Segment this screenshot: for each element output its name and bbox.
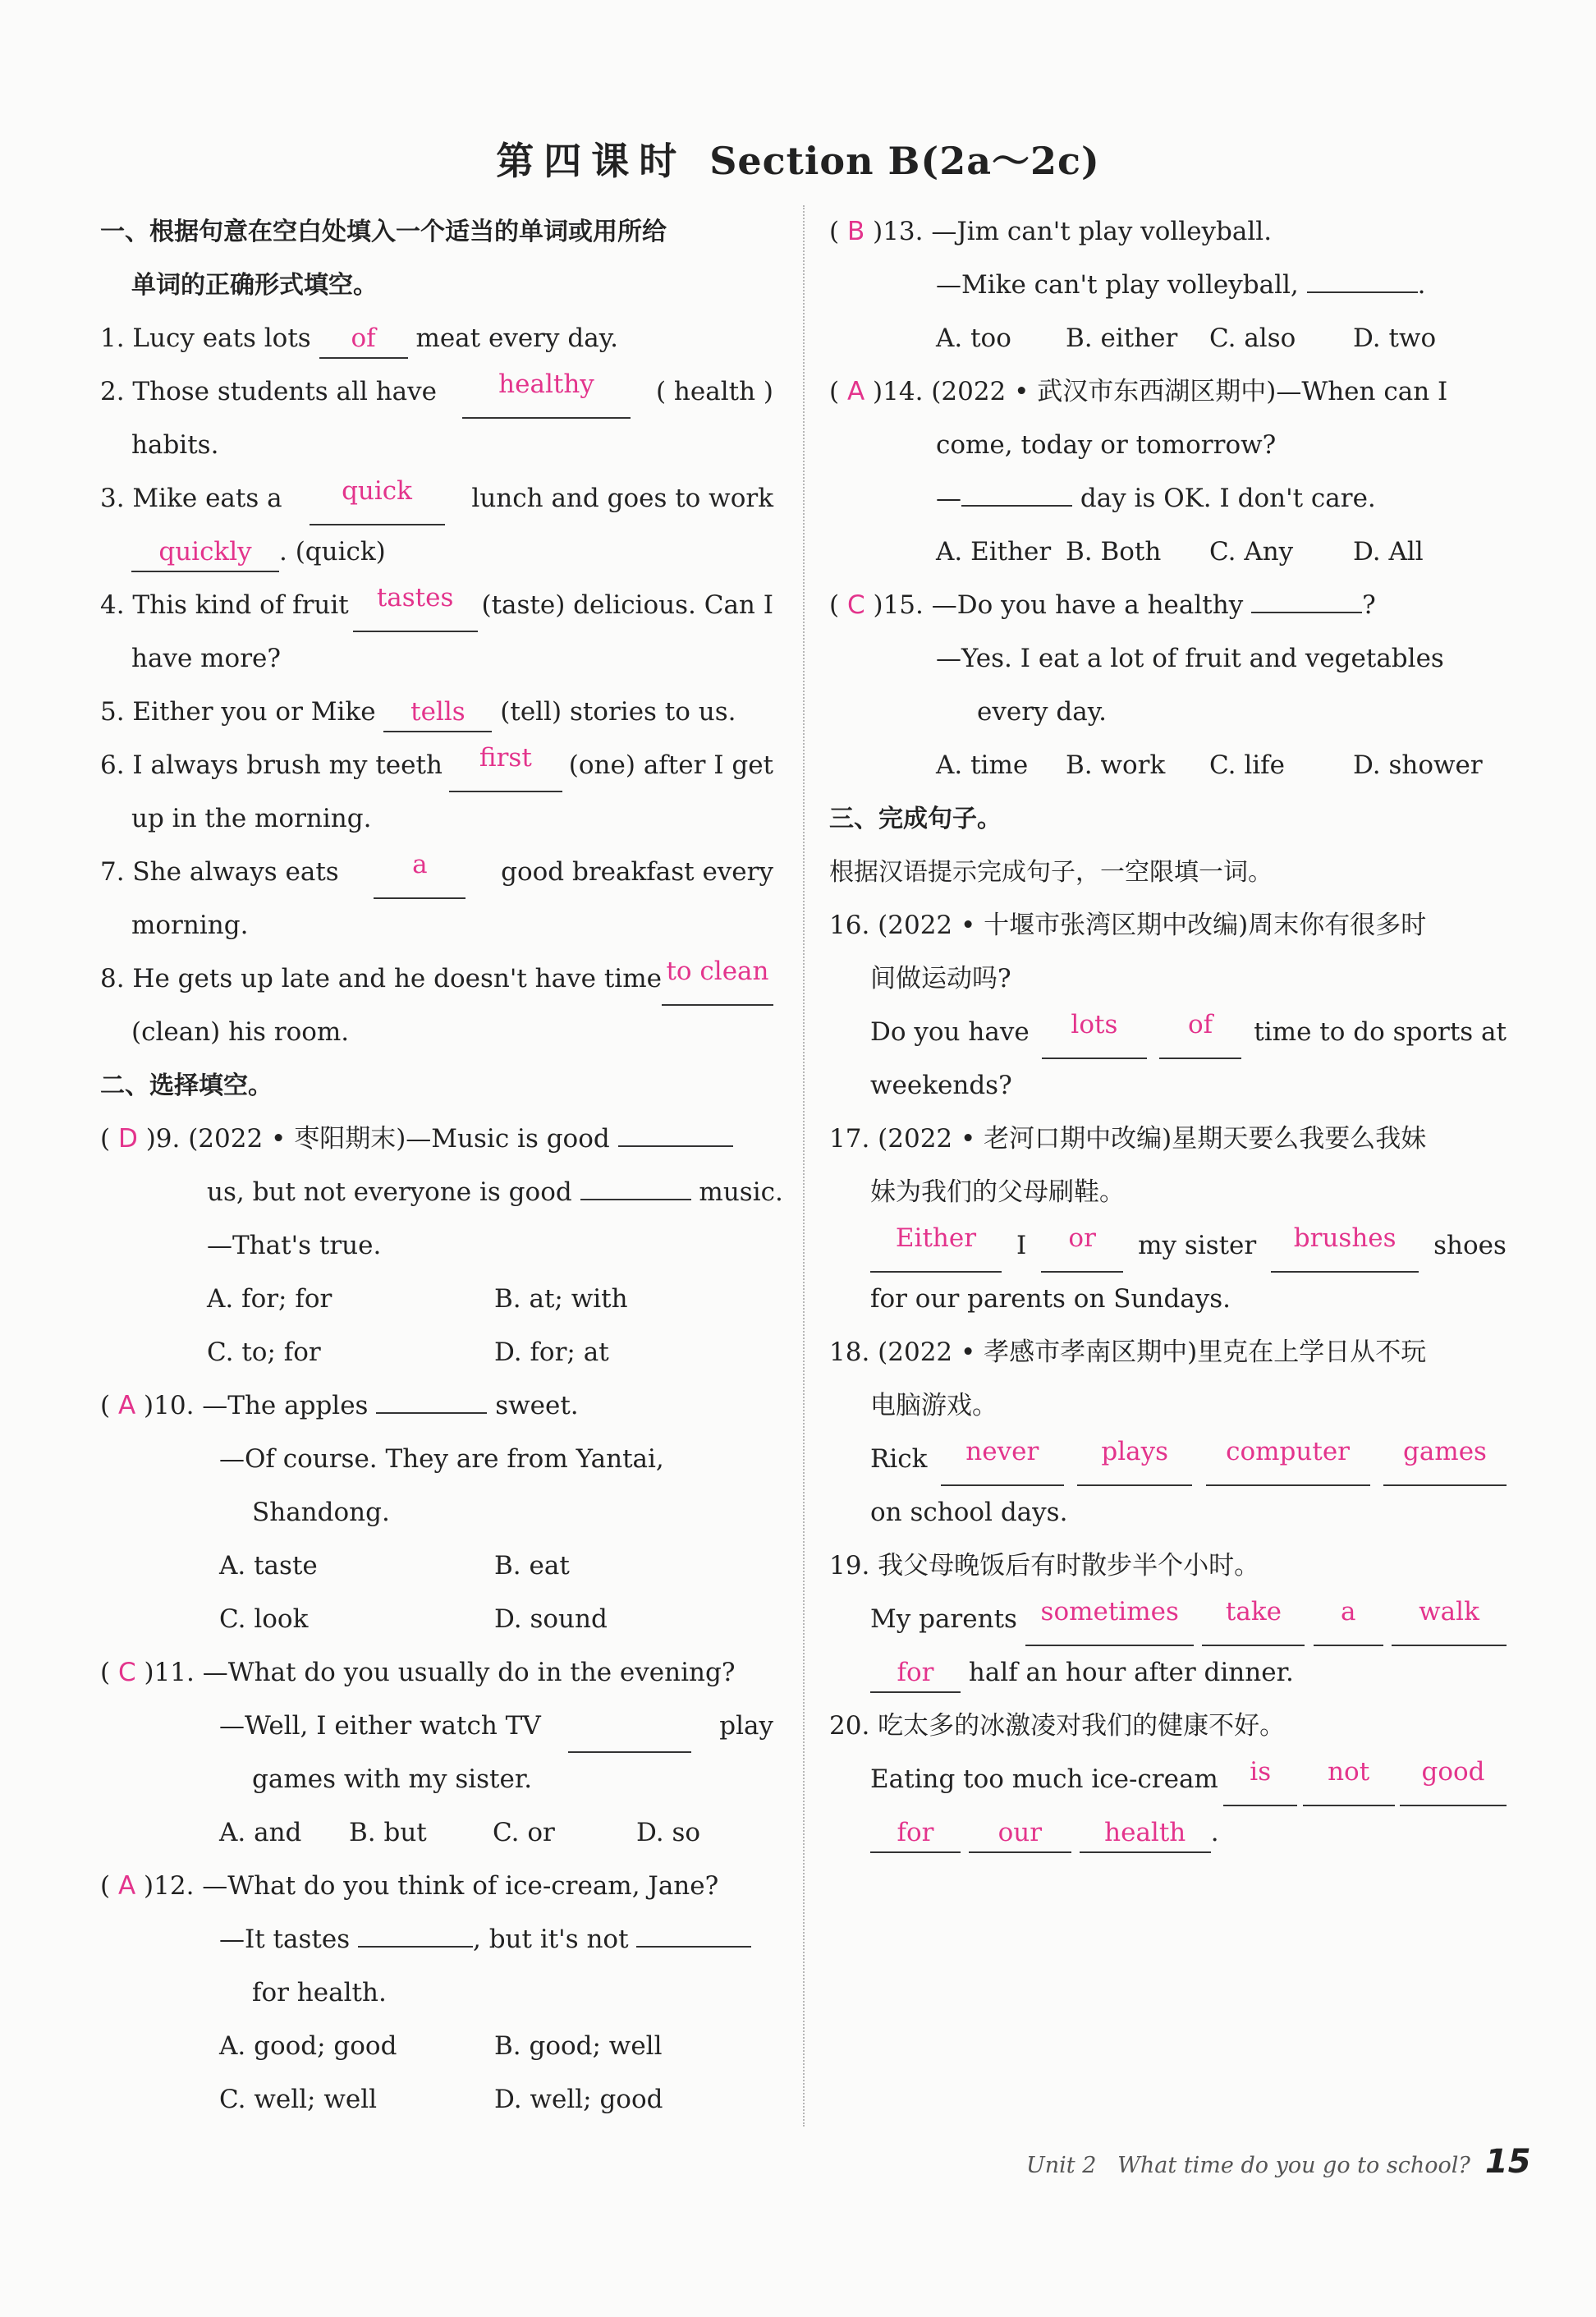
question-17-en-cont: for our parents on Sundays.: [870, 1284, 1231, 1314]
right-column: [829, 205, 1507, 1860]
blank: [1251, 612, 1362, 613]
question-14-options: [829, 525, 1507, 579]
answer-blank: of: [319, 319, 408, 359]
option-d: D. shower: [1353, 750, 1483, 780]
answer-blank: walk: [1392, 1593, 1507, 1646]
option-c: C. or: [493, 1818, 555, 1847]
question-13: ( B )13. —Jim can't play volleyball.: [829, 217, 1273, 246]
question-15: ( C )15. —Do you have a healthy ?: [829, 590, 1376, 620]
option-a: A. Either: [936, 537, 1052, 567]
answer-blank: is: [1223, 1753, 1297, 1806]
question-12-l2: —It tastes , but it's not: [100, 1913, 773, 1966]
option-a: A. too: [936, 323, 1011, 353]
answer-blank: tells: [383, 693, 492, 732]
question-18-en: Rick never plays computer games: [829, 1433, 1507, 1486]
option-c: C. to; for: [207, 1337, 321, 1367]
answer-blank: brushes: [1271, 1219, 1419, 1273]
option-a: A. for; for: [207, 1284, 332, 1314]
left-column: [100, 205, 783, 2127]
option-c: C. well; well: [219, 2085, 378, 2114]
blank: [618, 1145, 733, 1147]
question-14: ( A )14. (2022 • 武汉市东西湖区期中)—When can I: [829, 377, 1448, 406]
blank: [961, 505, 1072, 507]
choice-answer: C: [846, 590, 865, 620]
choice-answer: A: [117, 1871, 136, 1901]
question-17-cn-cont: 妹为我们的父母刷鞋。: [870, 1177, 1125, 1207]
choice-answer: A: [846, 377, 865, 406]
question-8-cont: (clean) his room.: [131, 1017, 350, 1047]
answer-blank: for: [870, 1814, 961, 1853]
question-8: 8. He gets up late and he doesn't have time to clean: [100, 952, 773, 1006]
question-4: 4. This kind of fruit tastes (taste) delicious. Can I: [100, 579, 773, 632]
option-b: B. Both: [1066, 537, 1162, 567]
answer-blank: health: [1080, 1814, 1211, 1853]
question-16-en: Do you have lots of time to do sports at: [829, 1006, 1507, 1059]
option-c: C. Any: [1209, 537, 1294, 567]
question-13-l2: —Mike can't play volleyball, .: [936, 270, 1426, 300]
question-9-l2: us, but not everyone is good music.: [207, 1177, 783, 1207]
question-10-l3: Shandong.: [252, 1498, 390, 1527]
answer-blank: lots: [1042, 1006, 1147, 1059]
question-15-l2: —Yes. I eat a lot of fruit and vegetables: [936, 644, 1444, 673]
question-20: 20. 吃太多的冰激凌对我们的健康不好。: [829, 1711, 1286, 1741]
question-9-options-cd: [100, 1326, 773, 1379]
question-15-l3: every day.: [977, 697, 1107, 727]
page-footer: [1026, 2143, 1531, 2181]
question-19: 19. 我父母晚饭后有时散步半个小时。: [829, 1551, 1260, 1581]
question-6: 6. I always brush my teeth first (one) after I get: [100, 739, 773, 792]
option-d: D. sound: [494, 1604, 608, 1634]
question-11-options: [100, 1806, 773, 1860]
question-16: 16. (2022 • 十堰市张湾区期中改编)周末你有很多时: [829, 911, 1427, 940]
unit-title: What time do you go to school?: [1117, 2153, 1470, 2178]
question-16-cn-cont: 间做运动吗?: [870, 964, 1011, 993]
question-17-en: Either I or my sister brushes shoes: [829, 1219, 1507, 1273]
question-11-l2: —Well, I either watch TV play: [100, 1700, 773, 1753]
option-d: D. well; good: [494, 2085, 663, 2114]
question-2: 2. Those students all have healthy ( health ): [100, 365, 773, 419]
question-18-cn-cont: 电脑游戏。: [870, 1391, 998, 1420]
lesson-number: 第四课时: [496, 139, 687, 183]
section-title: Section B(2a～2c): [709, 139, 1100, 183]
option-d: D. so: [636, 1818, 701, 1847]
answer-blank: our: [969, 1814, 1071, 1853]
choice-answer: B: [846, 217, 865, 246]
part3-instructions: 根据汉语提示完成句子，一空限填一词。: [829, 858, 1273, 887]
option-c: C. life: [1209, 750, 1285, 780]
option-d: D. All: [1353, 537, 1424, 567]
question-12-options-ab: [100, 2020, 773, 2073]
blank: [1307, 291, 1418, 293]
answer-blank: take: [1202, 1593, 1305, 1646]
option-c: C. look: [219, 1604, 309, 1634]
question-1: 1. Lucy eats lots of meat every day.: [100, 312, 773, 365]
question-3-cont: quickly . (quick): [100, 525, 773, 579]
answer-blank: for: [870, 1654, 961, 1693]
question-3: 3. Mike eats a quick lunch and goes to work: [100, 472, 773, 525]
answer-blank: quick: [310, 472, 445, 525]
option-d: D. two: [1353, 323, 1437, 353]
question-11: ( C )11. —What do you usually do in the evening?: [100, 1658, 736, 1687]
answer-blank: never: [941, 1433, 1064, 1486]
question-6-cont: up in the morning.: [131, 804, 372, 833]
answer-blank: of: [1159, 1006, 1241, 1059]
answer-blank: Either: [870, 1219, 1002, 1273]
option-b: B. at; with: [494, 1284, 628, 1314]
question-19-en-cont: for half an hour after dinner.: [829, 1646, 1507, 1700]
answer-blank: healthy: [462, 365, 631, 419]
question-9-l3: —That's true.: [207, 1231, 382, 1260]
option-a: A. time: [936, 750, 1029, 780]
question-12-l3: for health.: [252, 1978, 387, 2007]
question-15-options: [829, 739, 1507, 792]
answer-blank: good: [1400, 1753, 1507, 1806]
column-divider: [803, 205, 805, 2127]
answer-blank: computer: [1206, 1433, 1370, 1486]
answer-blank: quickly: [131, 533, 279, 572]
question-10-options-ab: [100, 1539, 773, 1593]
answer-blank: first: [449, 739, 562, 792]
option-b: B. eat: [494, 1551, 570, 1581]
question-14-l2: come, today or tomorrow?: [936, 430, 1277, 460]
option-b: B. either: [1066, 323, 1178, 353]
answer-blank: or: [1041, 1219, 1123, 1273]
question-13-options: [829, 312, 1507, 365]
answer-blank: plays: [1077, 1433, 1192, 1486]
question-7: 7. She always eats a good breakfast every: [100, 846, 773, 899]
option-a: A. good; good: [219, 2031, 397, 2061]
part1-heading: 一、根据句意在空白处填入一个适当的单词或用所给: [100, 218, 667, 246]
option-b: B. good; well: [494, 2031, 663, 2061]
question-14-l3: — day is OK. I don't care.: [936, 484, 1376, 513]
blank: [636, 1946, 751, 1948]
option-b: B. work: [1066, 750, 1166, 780]
blank: [568, 1700, 691, 1753]
option-a: A. and: [219, 1818, 302, 1847]
page-title: [0, 131, 1596, 186]
question-9: ( D )9. (2022 • 枣阳期末)—Music is good: [100, 1113, 773, 1166]
question-10: ( A )10. —The apples sweet.: [100, 1391, 579, 1420]
question-9-options-ab: [100, 1273, 773, 1326]
question-17: 17. (2022 • 老河口期中改编)星期天要么我要么我妹: [829, 1124, 1427, 1154]
answer-blank: tastes: [353, 579, 478, 632]
question-4-cont: have more?: [131, 644, 282, 673]
question-10-options-cd: [100, 1593, 773, 1646]
question-19-en: My parents sometimes take a walk: [829, 1593, 1507, 1646]
unit-label: Unit 2: [1026, 2153, 1097, 2178]
option-c: C. also: [1209, 323, 1296, 353]
question-5: 5. Either you or Mike tells (tell) stories to us.: [100, 686, 773, 739]
question-10-l2: —Of course. They are from Yantai,: [219, 1444, 664, 1474]
page-number: 15: [1484, 2143, 1531, 2181]
option-d: D. for; at: [494, 1337, 609, 1367]
part3-heading: 三、完成句子。: [829, 805, 1002, 833]
answer-blank: sometimes: [1025, 1593, 1194, 1646]
choice-answer: C: [117, 1658, 136, 1687]
question-20-en-cont: for our health .: [829, 1806, 1507, 1860]
part1-heading-cont: 单词的正确形式填空。: [131, 271, 378, 300]
question-20-en: Eating too much ice-cream is not good: [829, 1753, 1507, 1806]
option-a: A. taste: [219, 1551, 318, 1581]
option-b: B. but: [349, 1818, 427, 1847]
choice-answer: A: [117, 1391, 136, 1420]
question-2-cont: habits.: [131, 430, 219, 460]
question-18: 18. (2022 • 孝感市孝南区期中)里克在上学日从不玩: [829, 1337, 1427, 1367]
answer-blank: a: [374, 846, 466, 899]
part2-heading: 二、选择填空。: [100, 1071, 273, 1100]
question-18-en-cont: on school days.: [870, 1498, 1068, 1527]
answer-blank: to clean: [662, 952, 773, 1006]
question-11-l3: games with my sister.: [252, 1764, 533, 1794]
blank: [376, 1412, 487, 1414]
question-16-en-cont: weekends?: [870, 1071, 1012, 1100]
answer-blank: a: [1314, 1593, 1383, 1646]
question-12: ( A )12. —What do you think of ice-cream, Jane?: [100, 1871, 719, 1901]
answer-blank: games: [1383, 1433, 1507, 1486]
choice-answer: D: [117, 1124, 138, 1154]
blank: [358, 1946, 473, 1948]
blank: [580, 1199, 691, 1200]
answer-blank: not: [1303, 1753, 1395, 1806]
question-12-options-cd: [100, 2073, 773, 2127]
question-7-cont: morning.: [131, 911, 249, 940]
